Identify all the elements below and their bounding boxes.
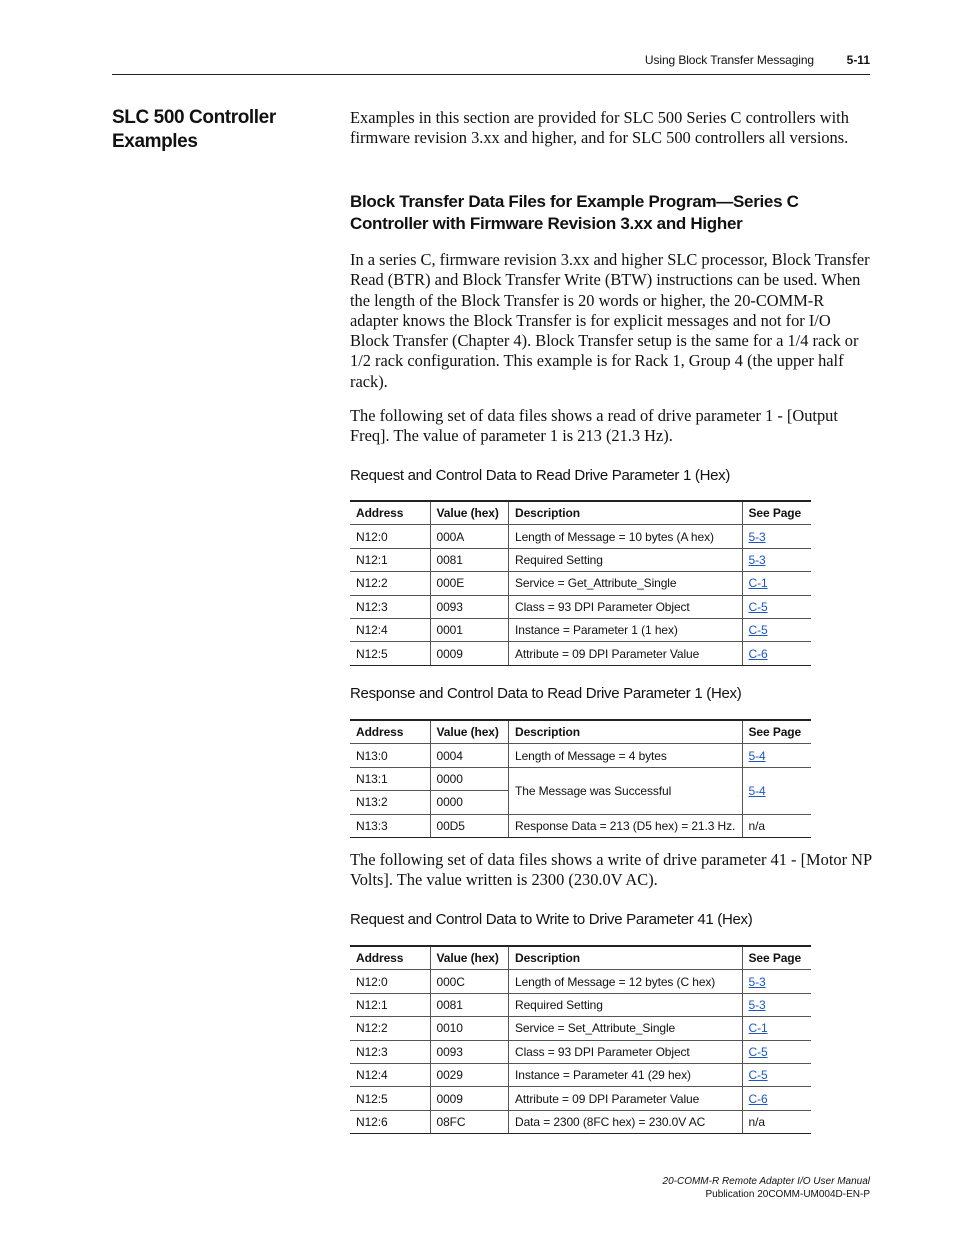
table-row (350, 1040, 811, 1063)
page-link[interactable]: C-5 (748, 623, 768, 638)
page-link[interactable]: 5-3 (748, 529, 766, 544)
cell-value: 000A (430, 525, 509, 548)
col-description: Description (509, 501, 743, 525)
cell-value: 0001 (430, 618, 509, 641)
cell-description: Class = 93 DPI Parameter Object (509, 1040, 743, 1063)
page-link[interactable]: 5-3 (748, 974, 766, 989)
col-description: Description (509, 720, 743, 744)
paragraph-2: The following set of data files shows a read of drive parameter 1 - [Output Freq]. The value of parameter 1 is 213 (21.3 Hz). (350, 406, 838, 446)
cell-page (742, 993, 811, 1016)
col-page: See Page (742, 501, 811, 525)
subheading: Block Transfer Data Files for Example Program—Series C Controller with Firmware Revision 3.xx and Higher (350, 192, 799, 233)
running-header (112, 52, 870, 75)
cell-value: 0009 (430, 1087, 509, 1110)
cell-value: 0081 (430, 993, 509, 1016)
page-link[interactable]: C-5 (748, 1068, 768, 1083)
table-header-row (350, 720, 811, 744)
cell-value: 0093 (430, 1040, 509, 1063)
table3-caption: Request and Control Data to Write to Drive Parameter 41 (Hex) (350, 911, 753, 928)
cell-value: 0004 (430, 744, 509, 767)
table1-caption: Request and Control Data to Read Drive Parameter 1 (Hex) (350, 467, 731, 484)
cell-value: 0093 (430, 595, 509, 618)
cell-description: Required Setting (509, 993, 743, 1016)
page-footer (663, 1175, 870, 1201)
cell-page (742, 744, 811, 767)
col-value: Value (hex) (430, 946, 509, 970)
footer-publication: Publication 20COMM-UM004D-EN-P (705, 1189, 870, 1200)
table-row (350, 970, 811, 993)
cell-value: 000C (430, 970, 509, 993)
cell-description: Attribute = 09 DPI Parameter Value (509, 642, 743, 665)
cell-page (742, 642, 811, 665)
page-link[interactable]: C-6 (748, 1091, 768, 1106)
cell-address: N12:0 (350, 525, 430, 548)
table-row (350, 767, 811, 790)
cell-address: N12:1 (350, 993, 430, 1016)
cell-page (742, 618, 811, 641)
cell-value: 08FC (430, 1110, 509, 1133)
intro-paragraph: Examples in this section are provided for SLC 500 Series C controllers with firmware revision 3.xx and higher, and for SLC 500 controllers all versions. (350, 108, 849, 148)
table-row (350, 993, 811, 1016)
page-number: 5-11 (846, 53, 870, 67)
table-header-row (350, 946, 811, 970)
header-section-title: Using Block Transfer Messaging (644, 53, 814, 67)
cell-description: Instance = Parameter 41 (29 hex) (509, 1063, 743, 1086)
cell-page (742, 970, 811, 993)
cell-description: Length of Message = 12 bytes (C hex) (509, 970, 743, 993)
cell-address: N12:4 (350, 1063, 430, 1086)
col-page: See Page (742, 946, 811, 970)
footer-manual-title: 20-COMM-R Remote Adapter I/O User Manual (662, 1176, 870, 1187)
col-value: Value (hex) (430, 501, 509, 525)
cell-address: N12:5 (350, 642, 430, 665)
cell-address: N12:5 (350, 1087, 430, 1110)
paragraph-1: In a series C, firmware revision 3.xx and higher SLC processor, Block Transfer Read (BTR) and Block Transfer Write (BTW) instructions can be used. When the length of the Block Transfer is 20 words or higher, the 20-COMM-R adapter knows the Block Transfer is for explicit messages and not for I/O Block Transfer (Chapter 4). Block Transfer setup is the same for a 1/4 rack or 1/2 rack configuration. This example is for Rack 1, Group 4 (the upper half rack). (350, 250, 870, 391)
cell-page (742, 595, 811, 618)
table-header-row (350, 501, 811, 525)
cell-address: N12:1 (350, 548, 430, 571)
cell-page (742, 1017, 811, 1040)
cell-description: Required Setting (509, 548, 743, 571)
table-row (350, 814, 811, 837)
col-address: Address (350, 720, 430, 744)
page-link[interactable]: 5-3 (748, 997, 766, 1012)
cell-page (742, 525, 811, 548)
cell-value: 0029 (430, 1063, 509, 1086)
page-link[interactable]: 5-3 (748, 552, 766, 567)
cell-description: Attribute = 09 DPI Parameter Value (509, 1087, 743, 1110)
cell-page (742, 767, 811, 814)
table-row (350, 1110, 811, 1133)
cell-description: Response Data = 213 (D5 hex) = 21.3 Hz. (509, 814, 743, 837)
cell-address: N12:2 (350, 572, 430, 595)
page-link[interactable]: C-5 (748, 599, 768, 614)
cell-address: N13:0 (350, 744, 430, 767)
cell-address: N13:2 (350, 791, 430, 814)
side-heading: SLC 500 Controller Examples (112, 107, 276, 152)
table-row (350, 618, 811, 641)
table-read-response (350, 719, 811, 838)
cell-address: N12:3 (350, 1040, 430, 1063)
col-page: See Page (742, 720, 811, 744)
cell-address: N12:6 (350, 1110, 430, 1133)
cell-description: Service = Get_Attribute_Single (509, 572, 743, 595)
cell-value: 0010 (430, 1017, 509, 1040)
cell-description: The Message was Successful (509, 767, 743, 814)
cell-value: 0009 (430, 642, 509, 665)
table-row (350, 1017, 811, 1040)
cell-address: N13:1 (350, 767, 430, 790)
cell-page: n/a (742, 814, 811, 837)
page-link[interactable]: 5-4 (748, 748, 766, 763)
cell-value: 0000 (430, 767, 509, 790)
col-address: Address (350, 501, 430, 525)
table-write-request (350, 945, 811, 1134)
page-link[interactable]: C-5 (748, 1044, 768, 1059)
col-address: Address (350, 946, 430, 970)
table-row (350, 744, 811, 767)
cell-description: Class = 93 DPI Parameter Object (509, 595, 743, 618)
cell-address: N12:4 (350, 618, 430, 641)
cell-page (742, 1040, 811, 1063)
cell-page (742, 1087, 811, 1110)
cell-page (742, 572, 811, 595)
cell-description: Instance = Parameter 1 (1 hex) (509, 618, 743, 641)
table-row (350, 548, 811, 571)
table2-caption: Response and Control Data to Read Drive Parameter 1 (Hex) (350, 685, 742, 702)
cell-value: 00D5 (430, 814, 509, 837)
cell-address: N12:2 (350, 1017, 430, 1040)
table-row (350, 1063, 811, 1086)
col-description: Description (509, 946, 743, 970)
col-value: Value (hex) (430, 720, 509, 744)
cell-page (742, 548, 811, 571)
cell-value: 0081 (430, 548, 509, 571)
cell-description: Length of Message = 4 bytes (509, 744, 743, 767)
table-row (350, 642, 811, 665)
cell-value: 0000 (430, 791, 509, 814)
page-link[interactable]: 5-4 (748, 783, 766, 798)
page-link[interactable]: C-1 (748, 1021, 768, 1036)
cell-address: N12:3 (350, 595, 430, 618)
cell-page: n/a (742, 1110, 811, 1133)
table-row (350, 525, 811, 548)
cell-description: Length of Message = 10 bytes (A hex) (509, 525, 743, 548)
page-link[interactable]: C-1 (748, 576, 768, 591)
table-row (350, 595, 811, 618)
cell-value: 000E (430, 572, 509, 595)
cell-description: Service = Set_Attribute_Single (509, 1017, 743, 1040)
table-read-request (350, 500, 811, 666)
cell-address: N13:3 (350, 814, 430, 837)
paragraph-3: The following set of data files shows a write of drive parameter 41 - [Motor NP Volts]. The value written is 2300 (230.0V AC). (350, 850, 872, 890)
table-row (350, 572, 811, 595)
cell-description: Data = 2300 (8FC hex) = 230.0V AC (509, 1110, 743, 1133)
cell-address: N12:0 (350, 970, 430, 993)
cell-page (742, 1063, 811, 1086)
page-link[interactable]: C-6 (748, 646, 768, 661)
table-row (350, 1087, 811, 1110)
